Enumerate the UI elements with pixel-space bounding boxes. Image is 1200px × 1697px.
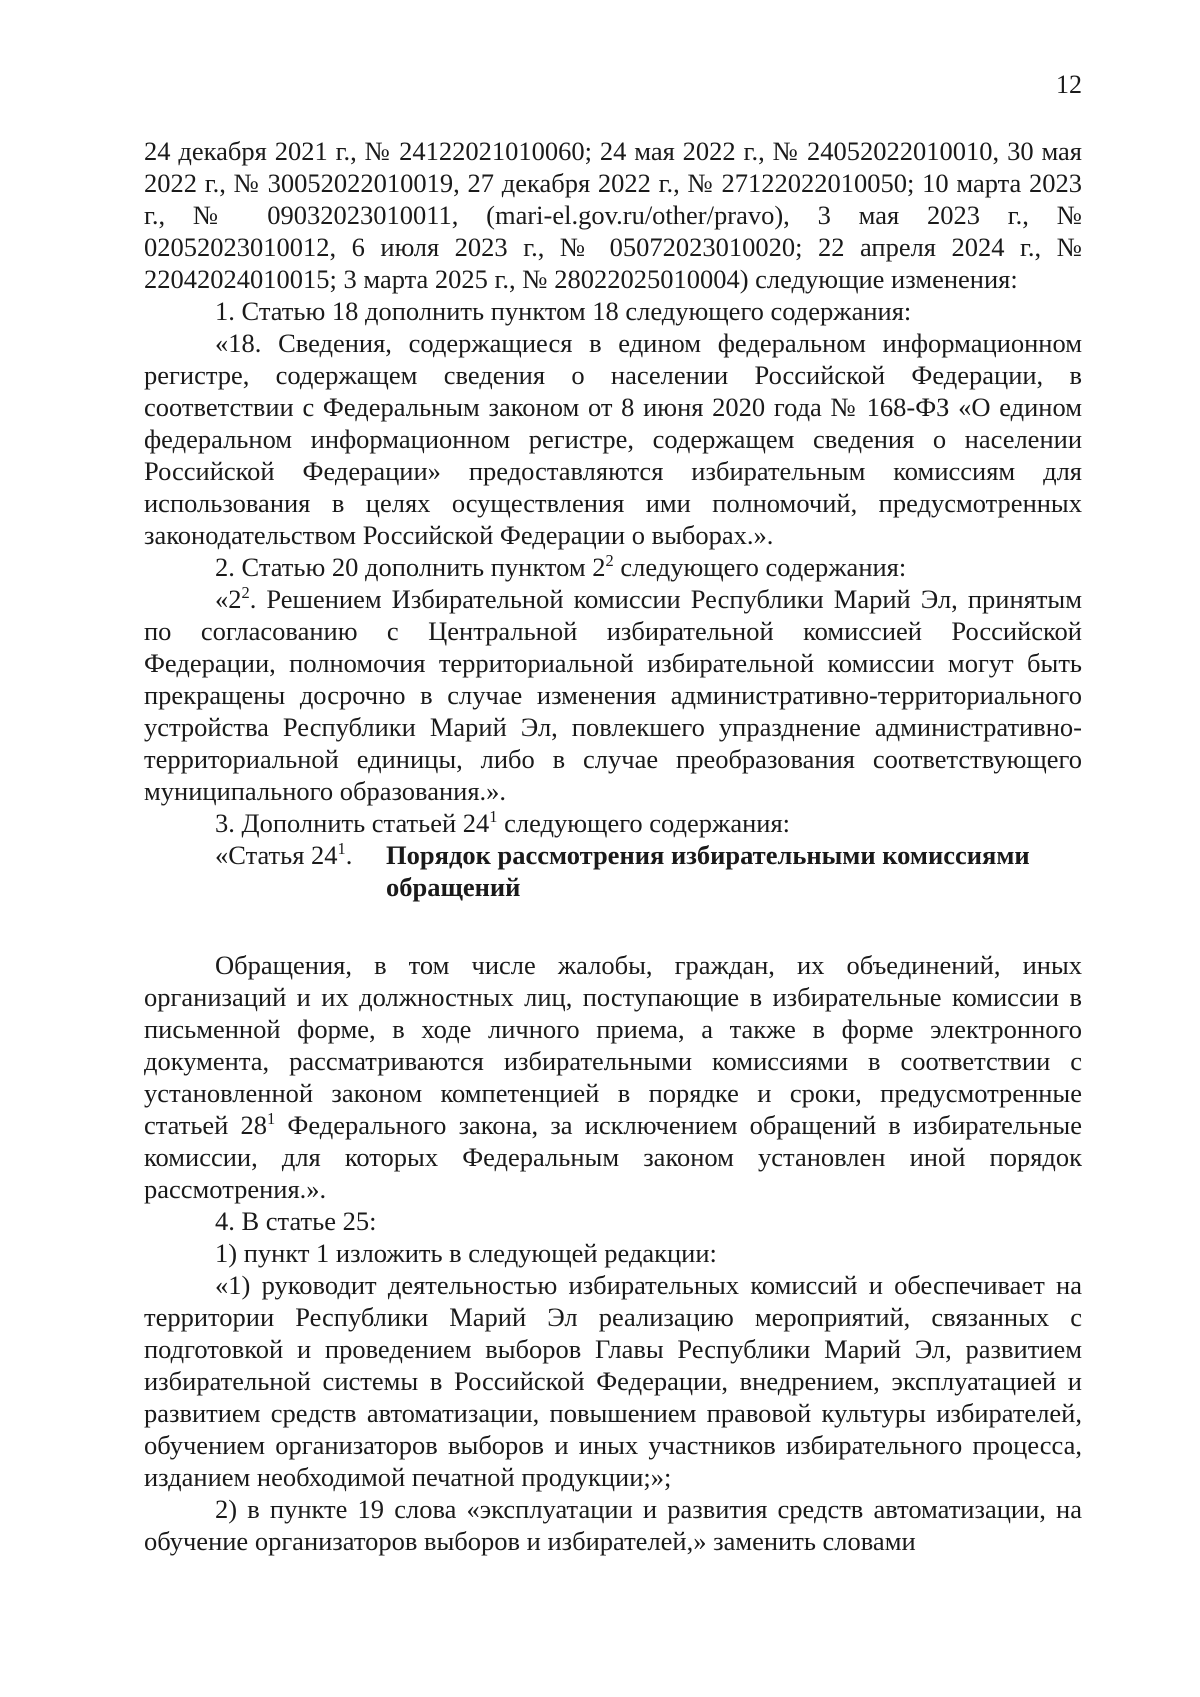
item-2-text-part-b: . Решением Избирательной комиссии Республики Марий Эл, принятым по согласованию с Центральной избирательной комиссией Российской Федерации, полномочия территориальной избирательной комиссии могут быть прекращены досрочно в случае изменения административно-территориального устройства Республики Марий Эл, повлекшего упразднение административно-территориальной единицы, либо в случае преобразования соответствующего муниципального образования.».	[144, 584, 1082, 806]
article-body-part-a: Обращения, в том числе жалобы, граждан, их объединений, иных организаций и их должностных лиц, поступающие в избирательные комиссии в письменной форме, в ходе личного приема, а также в форме электронного документа, рассматриваются избирательными комиссиями в соответствии с установленной законом компетенцией в порядке и сроки, предусмотренные статьей 28	[144, 950, 1082, 1140]
document-body	[144, 135, 1082, 1557]
article-spacer	[144, 903, 1082, 949]
article-label-part-b: .	[345, 840, 353, 870]
item-2-text-part-a: «2	[215, 584, 242, 614]
article-label-superscript: 1	[337, 839, 346, 859]
item-2	[144, 551, 1082, 583]
article-label-part-a: «Статья 24	[215, 840, 338, 870]
item-2-text-superscript: 2	[241, 583, 250, 603]
article-body	[144, 949, 1082, 1205]
article-heading	[144, 839, 1082, 903]
item-4-subitem-1-text: «1) руководит деятельностью избирательных комиссий и обеспечивает на территории Республики Марий Эл реализацию мероприятий, связанных с подготовкой и проведением выборов Главы Республики Марий Эл, развитием избирательной системы в Российской Федерации, внедрением, эксплуатацией и развитием средств автоматизации, повышением правовой культуры избирателей, обучением организаторов выборов и иных участников избирательного процесса, изданием необходимой печатной продукции;»;	[144, 1270, 1082, 1492]
item-1: 1. Статью 18 дополнить пунктом 18 следующего содержания:	[215, 296, 912, 326]
item-2-part-a: 2. Статью 20 дополнить пунктом 2	[215, 552, 606, 582]
item-1-text: «18. Сведения, содержащиеся в едином федеральном информационном регистре, содержащем сведения о населении Российской Федерации, в соответствии с Федеральным законом от 8 июня 2020 года № 168-ФЗ «О едином федеральном информационном регистре, содержащем сведения о населении Российской Федерации» предоставляются избирательным комиссиям для использования в целях осуществления ими полномочий, предусмотренных законодательством Российской Федерации о выборах.».	[144, 328, 1082, 550]
item-2-part-b: следующего содержания:	[613, 552, 907, 582]
article-body-part-b: Федерального закона, за исключением обращений в избирательные комиссии, для которых Федеральным законом установлен иной порядок рассмотрения.».	[144, 1110, 1082, 1204]
article-title: Порядок рассмотрения избирательными комиссиями обращений	[386, 840, 1030, 902]
item-4: 4. В статье 25:	[215, 1206, 377, 1236]
item-4-subitem-1: 1) пункт 1 изложить в следующей редакции:	[215, 1238, 717, 1268]
page-number: 12	[1056, 70, 1082, 99]
item-3-part-b: следующего содержания:	[497, 808, 791, 838]
article-label	[215, 839, 386, 903]
item-4-subitem-2: 2) в пункте 19 слова «эксплуатации и развития средств автоматизации, на обучение организаторов выборов и избирателей,» заменить словами	[144, 1494, 1082, 1556]
intro-paragraph: 24 декабря 2021 г., № 24122021010060; 24 мая 2022 г., № 24052022010010, 30 мая 2022 г., № 30052022010019, 27 декабря 2022 г., № 27122022010050; 10 марта 2023 г., № 09032023010011, (mari-el.gov.ru/other/pravo), 3 мая 2023 г., № 02052023010012, 6 июля 2023 г., № 05072023010020; 22 апреля 2024 г., № 22042024010015; 3 марта 2025 г., № 28022025010004) следующие изменения:	[144, 136, 1082, 294]
item-3-superscript: 1	[489, 807, 498, 827]
article-body-superscript: 1	[267, 1109, 276, 1129]
item-3	[144, 807, 1082, 839]
item-3-part-a: 3. Дополнить статьей 24	[215, 808, 490, 838]
item-2-text	[144, 583, 1082, 807]
item-2-superscript: 2	[605, 551, 614, 571]
